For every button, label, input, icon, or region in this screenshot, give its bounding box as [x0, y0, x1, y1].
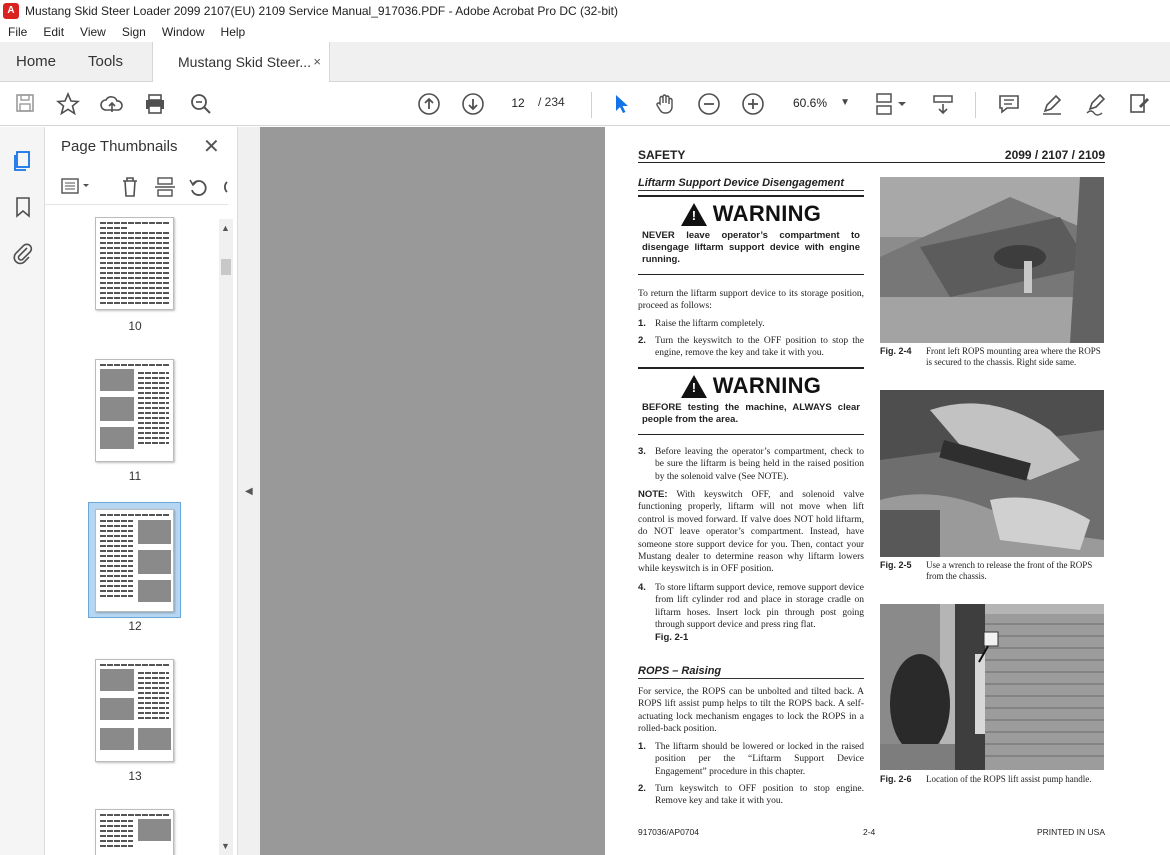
main-toolbar: [0, 82, 1170, 126]
menu-window[interactable]: Window: [161, 25, 205, 39]
footer-left: 917036/AP0704: [638, 827, 699, 837]
warning-text: BEFORE testing the machine, ALWAYS clear people from the area.: [642, 402, 860, 425]
tab-document[interactable]: [152, 42, 330, 83]
step-item: 3. Before leaving the operator’s compartment, check to be sure the liftarm is being held in the raised position by the solenoid valve (See NOTE).: [638, 446, 864, 482]
scroll-down-icon[interactable]: ▼: [221, 841, 230, 851]
scroll-up-icon[interactable]: ▲: [221, 223, 230, 233]
print-icon[interactable]: [143, 92, 167, 116]
thumbnails-panel: [45, 127, 238, 855]
thumbnail-page-selected[interactable]: [95, 509, 174, 612]
document-viewer[interactable]: [260, 127, 1170, 855]
chevron-down-icon: ▼: [840, 97, 850, 108]
thumbnail-page[interactable]: [95, 359, 174, 462]
thumbnail-page[interactable]: [95, 217, 174, 310]
thumbnail-page-number: 10: [128, 319, 142, 333]
warning-text: NEVER leave operator’s compartment to disengage liftarm support device with engine running.: [642, 230, 860, 265]
tab-bar: [0, 42, 1170, 82]
menu-bar: [0, 22, 1170, 42]
zoom-out-icon[interactable]: [697, 92, 721, 116]
zoom-in-icon[interactable]: [741, 92, 765, 116]
thumbnail-scrollbar[interactable]: [219, 219, 233, 855]
section-heading: ROPS – Raising: [638, 665, 722, 677]
zoom-search-icon[interactable]: [189, 92, 213, 116]
figure-caption: Fig. 2-4 Front left ROPS mounting area where the ROPS is secured to the chassis. Right side same.: [880, 346, 1101, 367]
page-number-input[interactable]: 12: [503, 91, 533, 113]
section-rule: [638, 678, 864, 679]
page-thumbnails-icon[interactable]: [11, 149, 35, 173]
rotate-right-icon[interactable]: [220, 176, 228, 203]
figure-reference: Fig. 2-1: [655, 631, 689, 643]
warning-heading: WARNING: [712, 201, 822, 226]
zoom-select[interactable]: [785, 91, 857, 115]
figure-photo-rops-mount: [880, 177, 1104, 343]
star-bookmark-icon[interactable]: [56, 92, 80, 116]
warning-triangle-icon: !: [681, 203, 707, 226]
comment-icon[interactable]: [997, 92, 1021, 116]
figure-photo-pump-handle: [880, 604, 1104, 770]
save-icon[interactable]: [13, 92, 37, 116]
thumbnail-list: [45, 217, 219, 855]
extract-pages-icon[interactable]: [154, 176, 176, 203]
step-item: 2. Turn the keyswitch to the OFF position to stop the engine, remove the key and take it with you.: [638, 335, 864, 359]
delete-page-icon[interactable]: [120, 176, 140, 203]
thumbnail-page-number: 13: [128, 769, 142, 783]
menu-view[interactable]: View: [80, 25, 106, 39]
figure-photo-wrench: [880, 390, 1104, 557]
step-item: 1. The liftarm should be lowered or locked in the raised position per the “Liftarm Support Device Engagement” procedure in this chapter.: [638, 741, 864, 777]
menu-help[interactable]: Help: [220, 25, 246, 39]
tab-home[interactable]: Home: [16, 53, 57, 70]
acrobat-logo-icon: A: [3, 3, 19, 19]
thumbnail-page[interactable]: [95, 659, 174, 762]
tab-document-label: Mustang Skid Steer...: [178, 54, 312, 70]
more-tools-icon[interactable]: [1127, 92, 1151, 116]
hand-pan-icon[interactable]: [653, 92, 677, 116]
toolbar-separator: [591, 92, 592, 118]
window-title: Mustang Skid Steer Loader 2099 2107(EU) 2109 Service Manual_917036.PDF - Adobe Acrobat Pro DC (32-bit): [25, 4, 619, 18]
page-header-right: 2099 / 2107 / 2109: [1004, 148, 1105, 162]
note-body: With keyswitch OFF, and solenoid valve functioning properly, liftarm will not move when lift control is moved forward. If valve does NOT hold liftarm, do NOT leave operator’s compartment. Instead, have someone store support device for you. Then, contact your Mustang dealer to determine reason why liftarm lowers while keyswitch is in OFF position.: [638, 490, 864, 575]
highlight-pen-icon[interactable]: [1040, 92, 1064, 116]
page-fit-dropdown-icon[interactable]: [874, 92, 912, 116]
menu-edit[interactable]: Edit: [43, 25, 65, 39]
warning-heading: WARNING: [712, 373, 822, 398]
note-label: NOTE:: [638, 489, 668, 500]
left-rail: [0, 127, 45, 855]
figure-caption: Fig. 2-6 Location of the ROPS lift assist pump handle.: [880, 774, 1092, 784]
header-rule: [638, 162, 1105, 163]
close-panel-icon[interactable]: ✕: [203, 136, 220, 158]
step-item: 1. Raise the liftarm completely.: [638, 318, 765, 329]
menu-sign[interactable]: Sign: [121, 25, 146, 39]
select-cursor-icon[interactable]: [609, 92, 633, 116]
pdf-page: [605, 127, 1170, 855]
scroll-mode-icon[interactable]: [931, 92, 955, 116]
next-page-icon[interactable]: [461, 92, 485, 116]
zoom-value: 60.6%: [793, 96, 828, 110]
warning-box: [638, 195, 864, 275]
section-rule: [638, 190, 864, 191]
page-header-left: SAFETY: [638, 148, 686, 162]
body-text: For service, the ROPS can be unbolted and tilted back. A ROPS lift assist pump helps to tilt the ROPS back. A self-actuating lock mechanism engages to lock the ROPS in a rolled-back position.: [638, 687, 864, 735]
section-heading: Liftarm Support Device Disengagement: [638, 177, 844, 189]
collapse-panel-handle[interactable]: [238, 127, 260, 855]
bookmark-icon[interactable]: [11, 195, 35, 219]
title-bar: [0, 0, 1170, 22]
panel-title: Page Thumbnails: [61, 138, 178, 155]
sign-pen-icon[interactable]: [1084, 92, 1108, 116]
warning-triangle-icon: !: [681, 375, 707, 398]
menu-file[interactable]: File: [8, 25, 28, 39]
thumbnail-page-number: 11: [128, 469, 142, 483]
chevron-left-icon: ◀: [245, 486, 253, 497]
rotate-left-icon[interactable]: [188, 176, 210, 203]
body-text: To return the liftarm support device to its storage position, proceed as follows:: [638, 289, 864, 312]
page-total: / 234: [538, 95, 565, 109]
tab-tools[interactable]: Tools: [88, 53, 124, 70]
warning-box: [638, 367, 864, 435]
note-text: [638, 489, 864, 576]
figure-caption: Fig. 2-5 Use a wrench to release the front of the ROPS from the chassis.: [880, 560, 1093, 581]
toolbar-separator: [975, 92, 976, 118]
tab-close-icon[interactable]: ×: [313, 54, 321, 69]
step-item: 4. To store liftarm support device, remove support device from lift cylinder rod and place in storage cradle on liftarm hoses. Insert lock pin through post going through support device and press ring flat. Fig. 2-1: [638, 582, 864, 643]
thumbnail-page[interactable]: [95, 809, 174, 855]
step-item: 2. Turn keyswitch to OFF position to stop engine. Remove key and take it with you.: [638, 783, 864, 807]
thumbnail-page-number: 12: [128, 619, 142, 633]
upload-cloud-icon[interactable]: [100, 92, 124, 116]
footer-right: PRINTED IN USA: [1037, 827, 1106, 837]
previous-page-icon[interactable]: [417, 92, 441, 116]
options-menu-icon[interactable]: [61, 176, 93, 201]
attachment-icon[interactable]: [11, 241, 35, 265]
scrollbar-thumb[interactable]: [221, 259, 231, 275]
footer-page-number: 2-4: [863, 827, 876, 837]
thumbnail-toolbar: [45, 169, 228, 205]
